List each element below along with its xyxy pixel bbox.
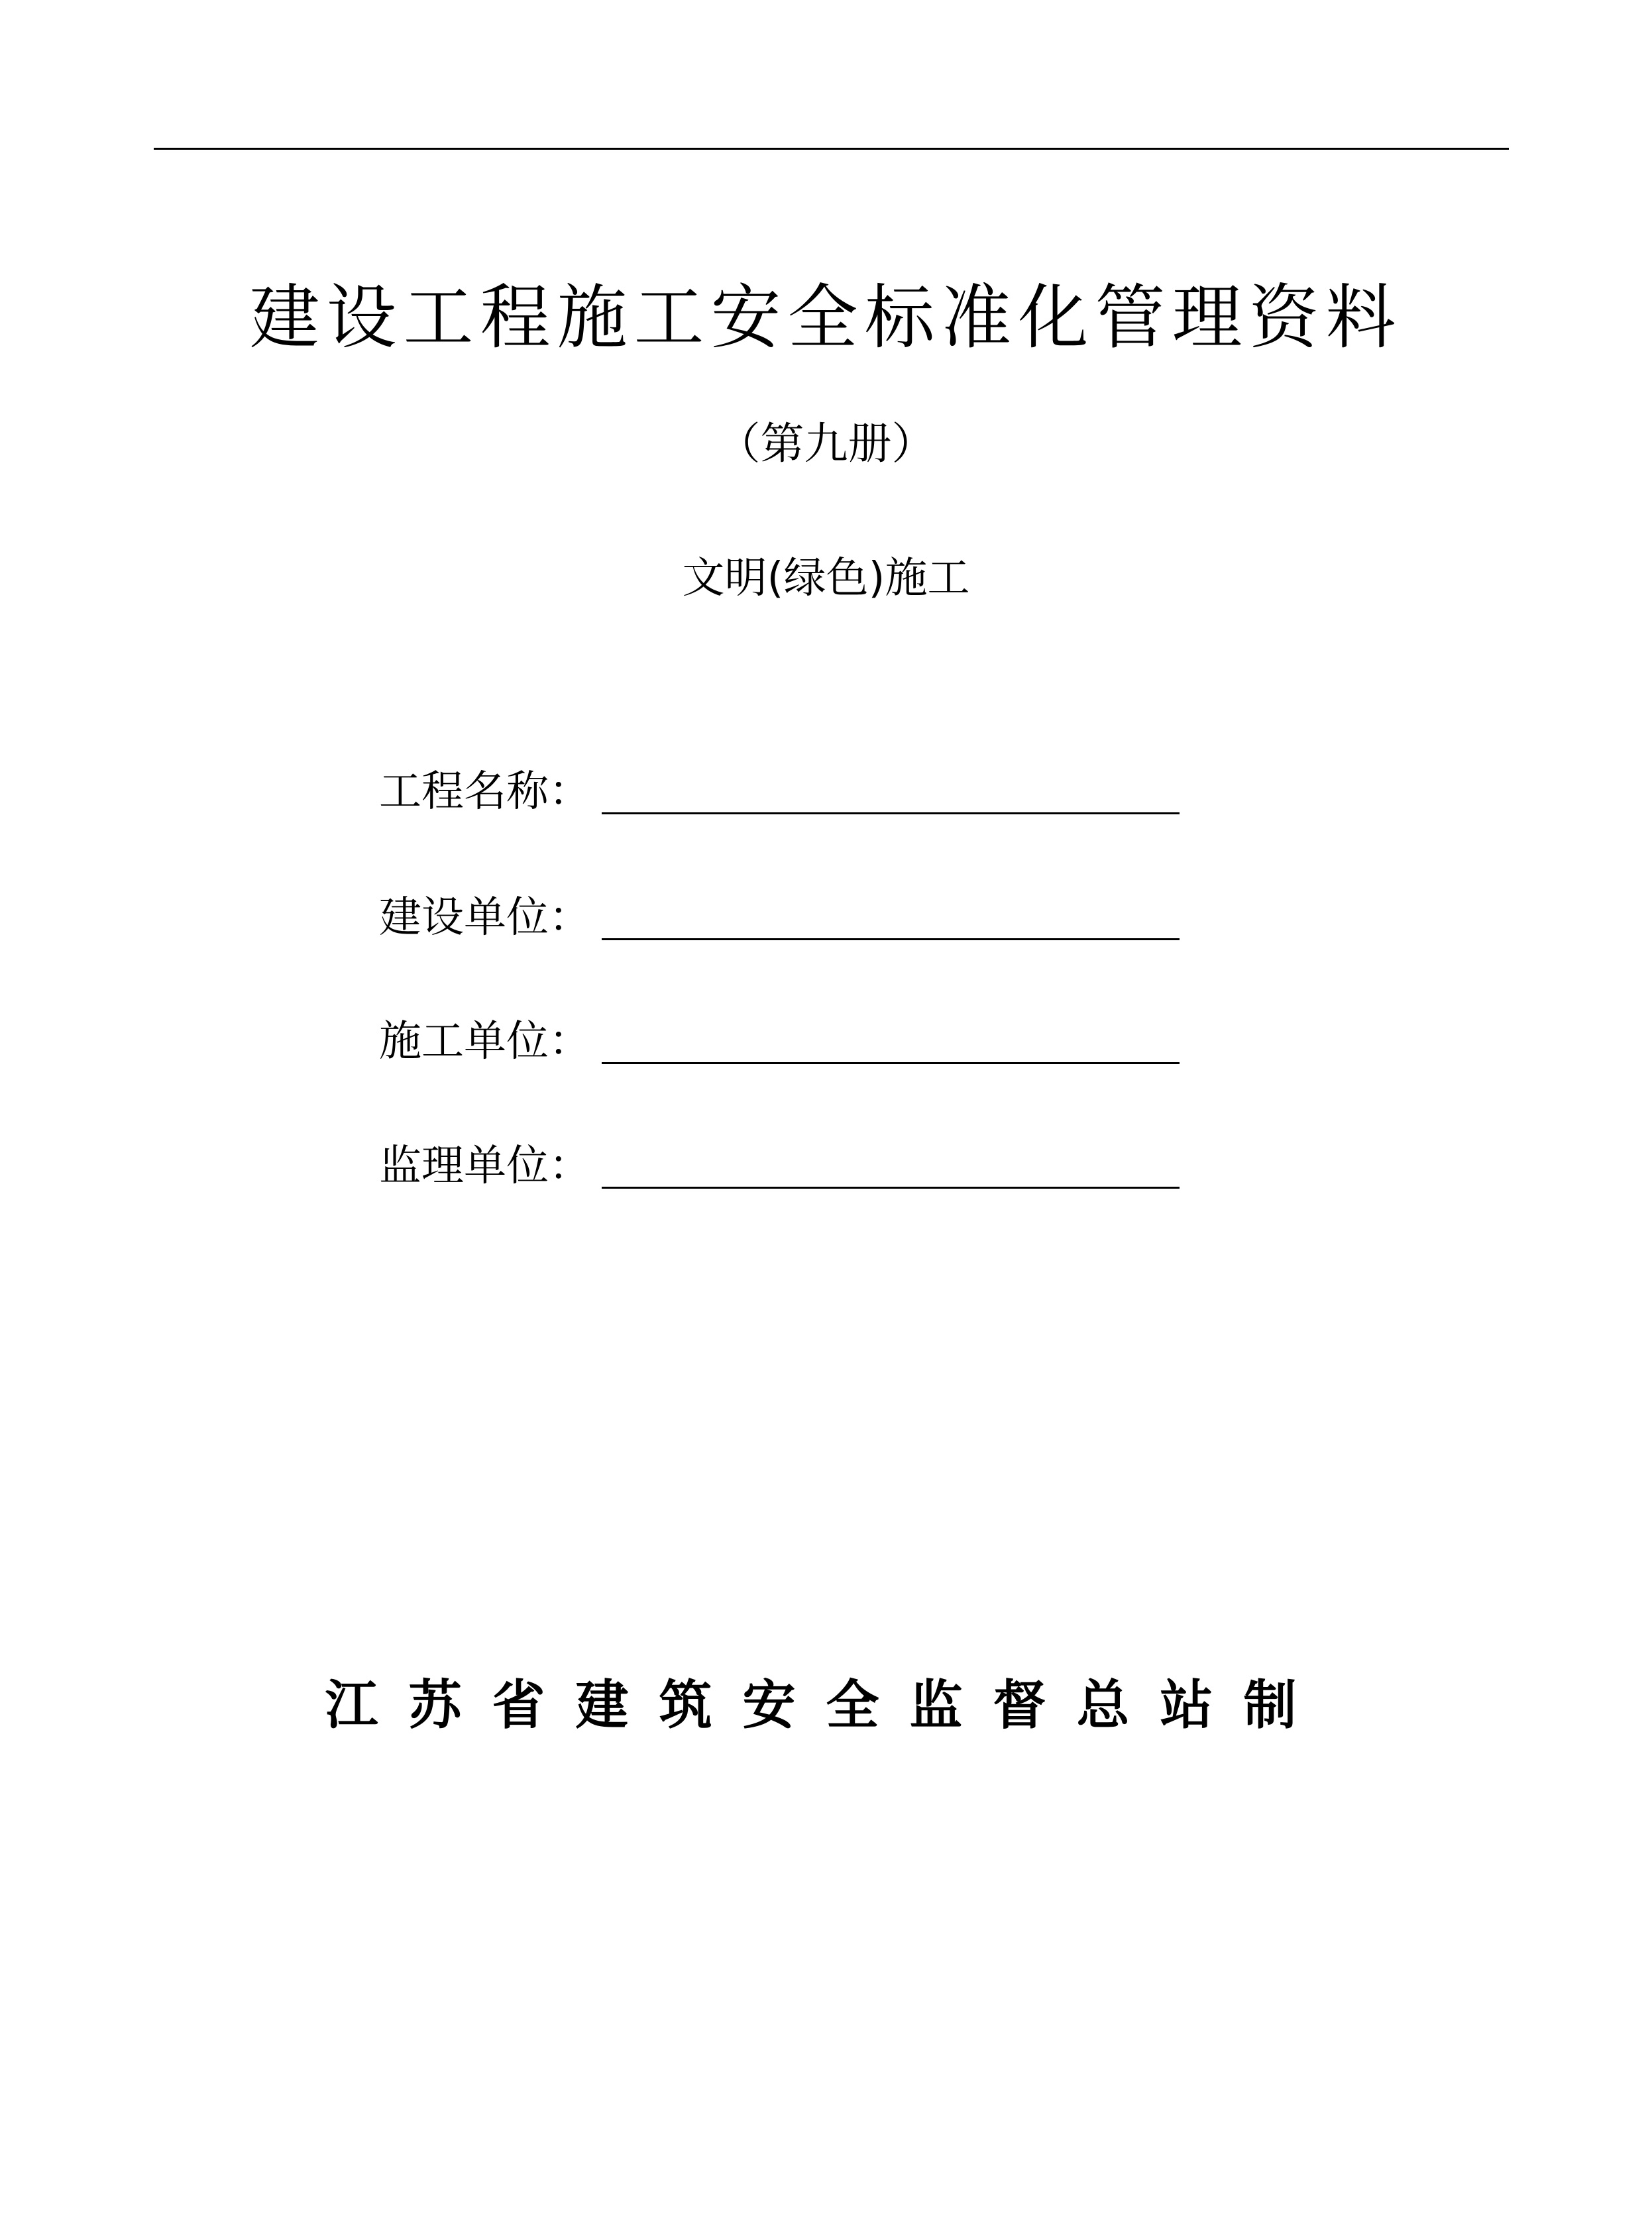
field-label: 施工单位： xyxy=(379,1017,591,1066)
field-label: 监理单位： xyxy=(379,1142,591,1191)
project-name-field xyxy=(379,762,1187,822)
field-label: 建设单位： xyxy=(379,893,591,942)
volume-subject: 文明(绿色)施工 xyxy=(682,554,970,603)
owner-unit-field xyxy=(379,888,1187,948)
top-rule xyxy=(154,148,1509,150)
issuer-line: 江苏省建筑安全监督总站制 xyxy=(325,1674,1327,1736)
document-title: 建设工程施工安全标准化管理资料 xyxy=(249,277,1403,358)
volume-number: （第九册） xyxy=(716,418,936,469)
supervision-unit-field xyxy=(379,1136,1187,1196)
fill-in-line xyxy=(602,938,1180,940)
contractor-unit-field xyxy=(379,1012,1187,1071)
fill-in-line xyxy=(602,1187,1180,1189)
fill-in-line xyxy=(602,1062,1180,1064)
fill-in-line xyxy=(602,812,1180,814)
field-label: 工程名称： xyxy=(379,767,591,816)
